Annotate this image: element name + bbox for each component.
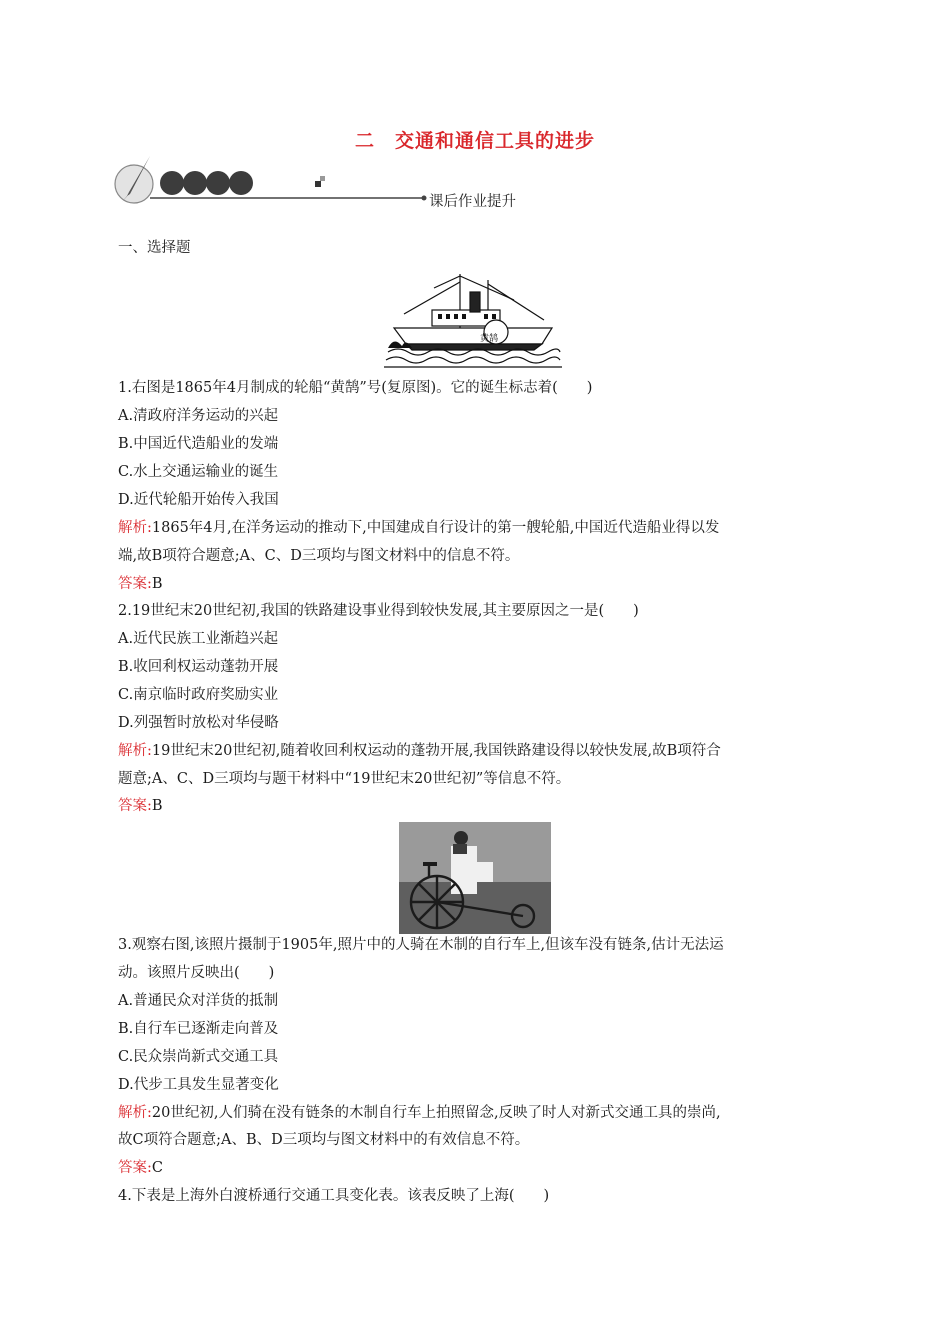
q3-option-d: D.代步工具发生显著变化 — [118, 1077, 279, 1093]
q2-option-d: D.列强暂时放松对华侵略 — [118, 715, 279, 731]
answer-label: 答案: — [118, 798, 152, 814]
brush-icon — [115, 156, 153, 203]
q3-option-a: A.普通民众对洋货的抵制 — [118, 993, 279, 1009]
q1-stem: 1.右图是1865年4月制成的轮船“黄鹄”号(复原图)。它的诞生标志着( ) — [118, 380, 593, 396]
analysis-label: 解析: — [118, 520, 152, 536]
q2-option-a: A.近代民族工业渐趋兴起 — [118, 631, 279, 647]
bicycle-photo — [399, 822, 551, 934]
q2-stem: 2.19世纪末20世纪初,我国的铁路建设事业得到较快发展,其主要原因之一是( ) — [118, 603, 639, 619]
q1-answer: 答案:B — [118, 576, 163, 592]
ship-name-label: 黄鹄 — [480, 334, 499, 344]
answer-label: 答案: — [118, 1160, 152, 1176]
q3-analysis-cont: 故C项符合题意;A、B、D三项均与图文材料中的有效信息不符。 — [118, 1132, 530, 1148]
q1-option-d: D.近代轮船开始传入我国 — [118, 492, 279, 508]
analysis-label: 解析: — [118, 743, 152, 759]
q1-option-b: B.中国近代造船业的发端 — [118, 436, 279, 452]
q1-analysis: 解析:1865年4月,在洋务运动的推动下,中国建成自行设计的第一艘轮船,中国近代造船业得以发 — [118, 520, 720, 536]
q2-answer: 答案:B — [118, 798, 163, 814]
q3-option-b: B.自行车已逐渐走向普及 — [118, 1021, 279, 1037]
q3-answer: 答案:C — [118, 1160, 163, 1176]
banner-label: 课后作业提升 — [429, 194, 516, 210]
q3-option-c: C.民众崇尚新式交通工具 — [118, 1049, 279, 1065]
q1-option-c: C.水上交通运输业的诞生 — [118, 464, 279, 480]
q1-analysis-cont: 端,故B项符合题意;A、C、D三项均与图文材料中的信息不符。 — [118, 548, 520, 564]
page-title: 二 交通和通信工具的进步 — [354, 130, 595, 152]
q3-analysis: 解析:20世纪初,人们骑在没有链条的木制自行车上拍照留念,反映了时人对新式交通工具的崇尚, — [118, 1105, 721, 1121]
q4-stem: 4.下表是上海外白渡桥通行交通工具变化表。该表反映了上海( ) — [118, 1188, 550, 1204]
q1-option-a: A.清政府洋务运动的兴起 — [118, 408, 279, 424]
q3-stem: 3.观察右图,该照片摄制于1905年,照片中的人骑在木制的自行车上,但该车没有链条,估计无法运 — [118, 937, 724, 953]
q2-analysis: 解析:19世纪末20世纪初,随着收回利权运动的蓬勃开展,我国铁路建设得以较快发展,故B项符合 — [118, 743, 721, 759]
q2-analysis-cont: 题意;A、C、D三项均与题干材料中“19世纪末20世纪初”等信息不符。 — [118, 771, 571, 787]
answer-label: 答案: — [118, 576, 152, 592]
q2-option-c: C.南京临时政府奖励实业 — [118, 687, 279, 703]
q2-option-b: B.收回利权运动蓬勃开展 — [118, 659, 279, 675]
section-heading: 一、选择题 — [118, 240, 191, 256]
steamship-illustration — [384, 270, 562, 370]
q3-stem-cont: 动。该照片反映出( ) — [118, 965, 275, 981]
analysis-label: 解析: — [118, 1105, 152, 1121]
